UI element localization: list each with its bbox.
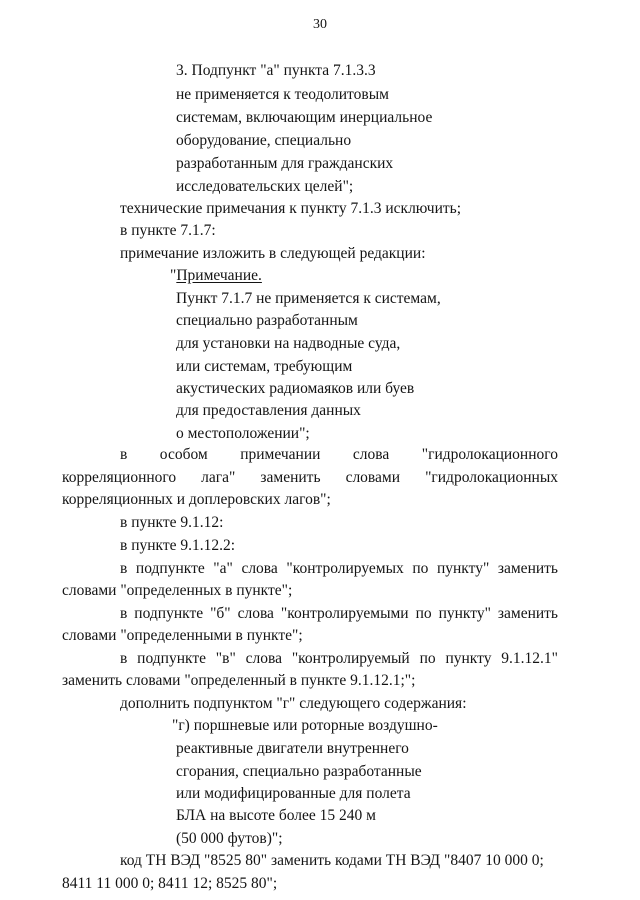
- text-line: в особом примечании слова "гидролокационного: [120, 446, 558, 463]
- text-line: словами "определенными в пункте";: [62, 627, 303, 644]
- text-line: в подпункте "б" слова "контролируемыми по пункту" заменить: [120, 605, 558, 622]
- text-line: (50 000 футов)";: [176, 830, 283, 847]
- text-line: специально разработанным: [176, 312, 358, 329]
- text-line: 3. Подпункт "а" пункта 7.1.3.3: [176, 62, 376, 79]
- page-number: 30: [313, 17, 327, 32]
- text-line: в пункте 9.1.12.2:: [120, 537, 236, 554]
- text-line: БЛА на высоте более 15 240 м: [176, 807, 376, 824]
- text-line: реактивные двигатели внутреннего: [176, 740, 409, 757]
- text-line: оборудование, специально: [176, 132, 352, 149]
- text-line: дополнить подпунктом "г" следующего содержания:: [120, 695, 467, 712]
- text-line: разработанным для гражданских: [176, 155, 394, 172]
- text-line: "г) поршневые или роторные воздушно-: [172, 717, 438, 734]
- text-line: акустических радиомаяков или буев: [176, 380, 415, 397]
- text-line: технические примечания к пункту 7.1.3 исключить;: [120, 200, 462, 217]
- note-heading: Примечание.: [176, 267, 262, 284]
- text-line: Пункт 7.1.7 не применяется к системам,: [176, 290, 441, 307]
- text-line: в подпункте "в" слова "контролируемый по пункту 9.1.12.1": [120, 650, 558, 667]
- text-line: о местоположении";: [176, 425, 310, 442]
- text-line: не применяется к теодолитовым: [176, 86, 389, 103]
- text-line: корреляционных и доплеровских лагов";: [62, 491, 331, 508]
- text-line: примечание изложить в следующей редакции:: [120, 245, 426, 262]
- text-line: корреляционного лага" заменить словами "гидролокационных: [62, 469, 558, 486]
- text-line: или модифицированные для полета: [176, 785, 411, 802]
- text-line: исследовательских целей";: [176, 178, 354, 195]
- text-line: системам, включающим инерциальное: [176, 109, 433, 126]
- text-line: в пункте 9.1.12:: [120, 514, 224, 531]
- text-line: код ТН ВЭД "8525 80" заменить кодами ТН ВЭД "8407 10 000 0;: [120, 852, 544, 869]
- text-line: для предоставления данных: [176, 402, 361, 419]
- text-line: сгорания, специально разработанные: [176, 763, 422, 780]
- text-line: заменить словами "определенный в пункте 9.1.12.1;";: [62, 672, 416, 689]
- text-line: словами "определенных в пункте";: [62, 582, 293, 599]
- text-line: в пункте 7.1.7:: [120, 222, 216, 239]
- text-line: 8411 11 000 0; 8411 12; 8525 80";: [62, 875, 278, 892]
- text-line: в подпункте "а" слова "контролируемых по пункту" заменить: [120, 560, 558, 577]
- text-line: "Примечание.: [170, 267, 262, 284]
- text-line: для установки на надводные суда,: [176, 335, 401, 352]
- text-line: или системам, требующим: [176, 358, 353, 375]
